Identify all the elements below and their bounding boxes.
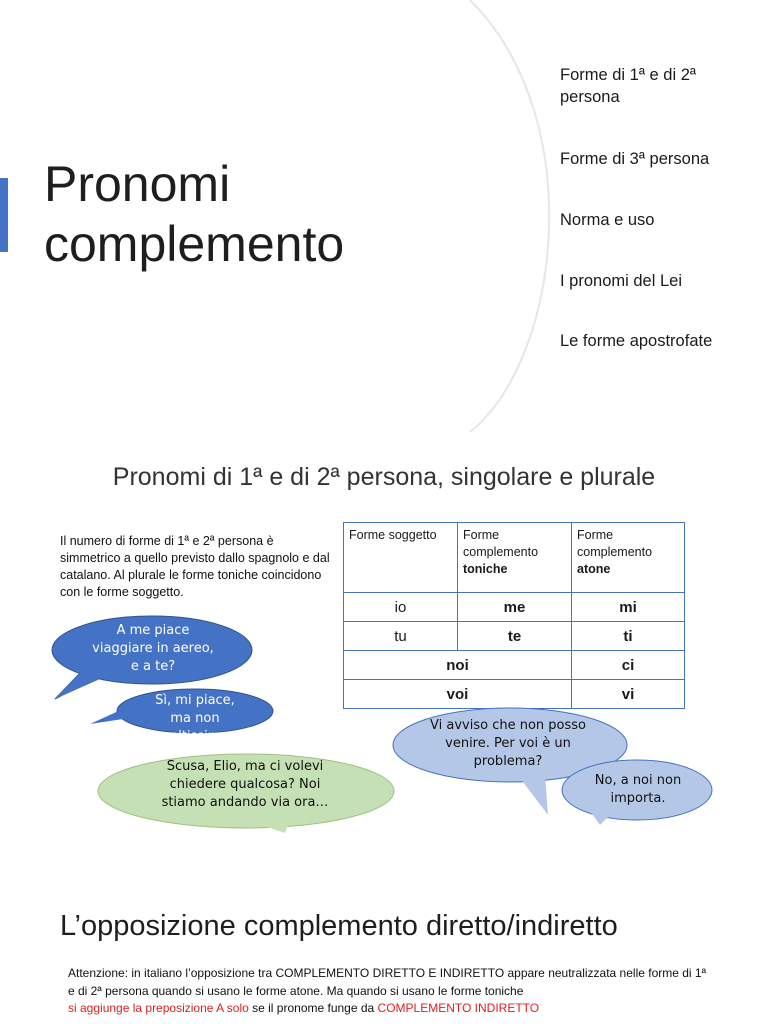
header-cell: Forme soggetto [344, 523, 458, 593]
bubble-1-text: A me piace viaggiare in aereo, e a te? [92, 623, 214, 674]
toc-item-2[interactable]: Forme di 3ª persona [560, 150, 710, 168]
toc-item-1[interactable]: Forme di 1ª e di 2ª persona [560, 66, 697, 106]
table-cell: tu [344, 622, 458, 651]
bubble-4-text: Vi avviso che non posso venire. Per voi è un problema? [430, 718, 586, 769]
intro-paragraph: Il numero di forme di 1ª e 2ª persona è simmetrico a quello previsto dallo spagnolo e dal catalano. Al plurale le forme toniche coincidono con le forme soggetto. [60, 534, 330, 599]
table-cell: vi [572, 680, 685, 709]
bubble-2-text: Sì, mi piace, ma non moltissimo. [155, 693, 235, 744]
bubble-5-text: No, a noi non importa. [594, 773, 682, 806]
opposition-slide [0, 866, 768, 1024]
title-accent-bar [0, 178, 8, 252]
explanation-paragraph [68, 965, 708, 1018]
paragraph-text: se il pronome funge da [248, 1001, 378, 1015]
title-line-1: Pronomi [44, 156, 231, 212]
table-cell: mi [572, 593, 685, 622]
pronouns-slide [0, 433, 768, 865]
table-cell: ti [572, 622, 685, 651]
toc-item-3[interactable]: Norma e uso [560, 211, 655, 229]
title-slide [0, 0, 768, 432]
slide-title [44, 154, 344, 274]
header-cell: Forme complemento toniche [458, 523, 572, 593]
table-cell: voi [344, 680, 572, 709]
slide-heading: L’opposizione complemento diretto/indiretto [60, 910, 618, 942]
highlight-text: si aggiunge la preposizione A solo [68, 1001, 249, 1015]
table-cell: noi [344, 651, 572, 680]
table-cell: te [458, 622, 572, 651]
paragraph-text: Attenzione: in italiano l’opposizione tra COMPLEMENTO DIRETTO E INDIRETTO appare neutralizzata nelle forme di 1ª e di 2ª persona quando si usano le forme atone. Ma quando si usano le forme toniche [68, 966, 707, 998]
slide-heading: Pronomi di 1ª e di 2ª persona, singolare e plurale [112, 463, 656, 491]
table-cell: me [458, 593, 572, 622]
toc-item-4[interactable]: I pronomi del Lei [560, 272, 682, 290]
header-cell: Forme complemento atone [572, 523, 685, 593]
highlight-text: COMPLEMENTO INDIRETTO [377, 1001, 540, 1015]
bubble-3-text: Scusa, Elio, ma ci volevi chiedere qualcosa? Noi stiamo andando via ora… [161, 759, 329, 810]
title-line-2: complemento [44, 216, 345, 272]
toc-item-5[interactable]: Le forme apostrofate [560, 332, 713, 350]
table-cell: ci [572, 651, 685, 680]
table-cell: io [344, 593, 458, 622]
